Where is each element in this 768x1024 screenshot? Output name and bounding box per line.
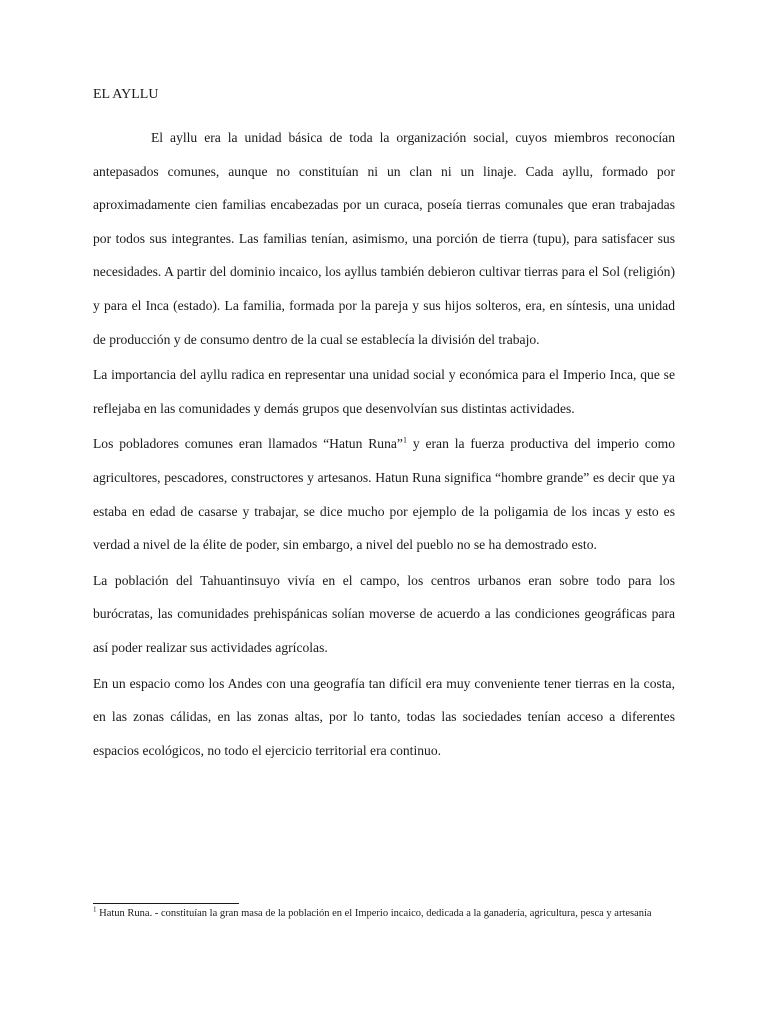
- footnote-separator: [93, 903, 239, 904]
- paragraph-3-text-before: Los pobladores comunes eran llamados “Hatun Runa”: [93, 436, 403, 452]
- paragraph-2: La importancia del ayllu radica en representar una unidad social y económica para el Imperio Inca, que se reflejaba en las comunidades y demás grupos que desenvolvían sus distintas actividades.: [93, 367, 675, 416]
- paragraph-5: En un espacio como los Andes con una geografía tan difícil era muy conveniente tener tierras en la costa, en las zonas cálidas, en las zonas altas, por lo tanto, todas las sociedades tenían acceso a diferentes espacios ecológicos, no todo el ejercicio territorial era continuo.: [93, 675, 675, 758]
- footnote: [93, 906, 675, 921]
- footnote-text: Hatun Runa. - constituían la gran masa de la población en el Imperio incaico, dedicada a la ganadería, agricultura, pesca y artesanía: [96, 908, 652, 919]
- paragraph-3-text-after: y eran la fuerza productiva del imperio como agricultores, pescadores, constructores y artesanos. Hatun Runa significa “hombre grande” es decir que ya estaba en edad de casarse y trabajar, se dice mucho por ejemplo de la poligamia de los incas y esto es verdad a nivel de la élite de poder, sin embargo, a nivel del pueblo no se ha demostrado esto.: [93, 436, 676, 553]
- document-title: EL AYLLU: [93, 87, 159, 102]
- document-body: [93, 84, 675, 769]
- paragraph-1: El ayllu era la unidad básica de toda la organización social, cuyos miembros reconocían antepasados comunes, aunque no constituían ni un clan ni un linaje. Cada ayllu, formado por aproximadamente cien familias encabezadas por un curaca, poseía tierras comunales que eran trabajadas por todos sus integrantes. Las familias tenían, asimismo, una porción de tierra (tupu), para satisfacer sus necesidades. A partir del dominio incaico, los ayllus también debieron cultivar tierras para el Sol (religión) y para el Inca (estado). La familia, formada por la pareja y sus hijos solteros, era, en síntesis, una unidad de producción y de consumo dentro de la cual se establecía la división del trabajo.: [93, 130, 675, 347]
- paragraph-4: La población del Tahuantinsuyo vivía en el campo, los centros urbanos eran sobre todo para los burócratas, las comunidades prehispánicas solían moverse de acuerdo a las condiciones geográficas para así poder realizar sus actividades agrícolas.: [93, 572, 675, 655]
- footnote-number: 1: [93, 905, 97, 914]
- paragraph-3: [93, 427, 675, 561]
- footnote-reference[interactable]: 1: [402, 435, 407, 445]
